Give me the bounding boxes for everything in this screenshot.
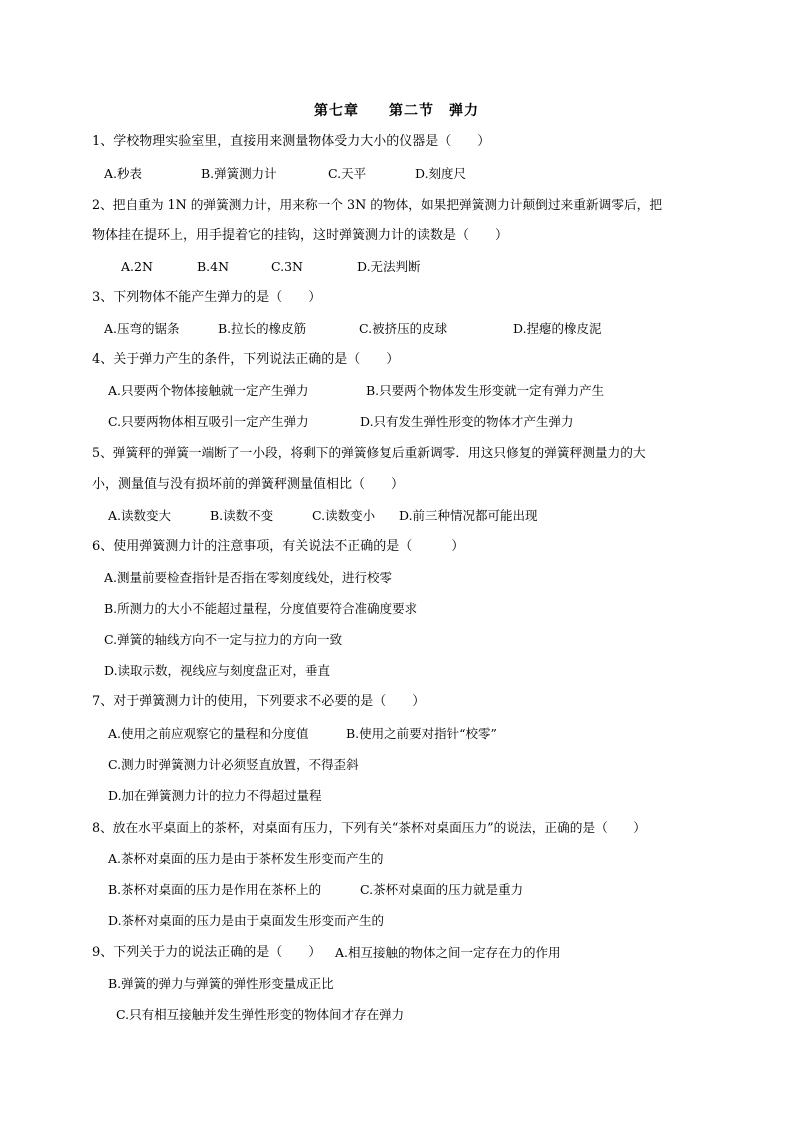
question-5-stem-line-1: 5、弹簧秤的弹簧一端断了一小段，将剩下的弹簧修复后重新调零．用这只修复的弹簧秤测量力的大 [92, 445, 646, 460]
question-7-stem: 7、对于弹簧测力计的使用，下列要求不必要的是（ ） [92, 694, 426, 709]
question-9-option-a: A.相互接触的物体之间一定存在力的作用 [335, 945, 561, 960]
question-9-option-c: C.只有相互接触并发生弹性形变的物体间才存在弹力 [116, 1007, 405, 1022]
question-2-stem-line-2: 物体挂在提环上，用手提着它的挂钩，这时弹簧测力计的读数是（ ） [92, 228, 509, 243]
question-4-option-a: A.只要两个物体接触就一定产生弹力 [108, 383, 309, 398]
question-5-option-a: A.读数变大 [108, 508, 172, 523]
question-2-option-a: A.2N [121, 259, 153, 274]
question-9-stem: 9、下列关于力的说法正确的是（ ） [92, 945, 322, 960]
question-6-option-b: B.所测力的大小不能超过量程，分度值要符合准确度要求 [104, 601, 418, 616]
question-4-option-c: C.只要两物体相互吸引一定产生弹力 [108, 414, 309, 429]
question-8-option-a: A.茶杯对桌面的压力是由于茶杯发生形变而产生的 [108, 851, 384, 866]
question-2-option-d: D.无法判断 [357, 259, 421, 274]
question-4-stem: 4、关于弹力产生的条件，下列说法正确的是（ ） [92, 352, 400, 367]
question-7-option-d: D.加在弹簧测力计的拉力不得超过量程 [108, 788, 322, 803]
question-9-option-b: B.弹簧的弹力与弹簧的弹性形变量成正比 [108, 976, 334, 991]
question-5-stem-line-2: 小，测量值与没有损坏前的弹簧秤测量值相比（ ） [92, 477, 405, 492]
question-7-option-c: C.测力时弹簧测力计必须竖直放置，不得歪斜 [108, 757, 359, 772]
question-8-option-d: D.茶杯对桌面的压力是由于桌面发生形变而产生的 [108, 913, 385, 928]
question-2-option-c: C.3N [271, 259, 303, 274]
question-3-option-b: B.拉长的橡皮筋 [218, 321, 307, 336]
question-5-option-d: D.前三种情况都可能出现 [399, 508, 538, 523]
question-1-option-b: B.弹簧测力计 [201, 166, 277, 181]
question-5-option-b: B.读数不变 [210, 508, 274, 523]
question-1-option-d: D.刻度尺 [415, 166, 467, 181]
question-8-option-b: B.茶杯对桌面的压力是作用在茶杯上的 [108, 882, 322, 897]
question-3-option-c: C.被挤压的皮球 [359, 321, 448, 336]
question-5-option-c: C.读数变小 [312, 508, 376, 523]
question-6-option-d: D.读取示数，视线应与刻度盘正对，垂直 [104, 663, 331, 678]
question-6-option-a: A.测量前要检查指针是否指在零刻度线处，进行校零 [104, 570, 393, 585]
question-7-option-b: B.使用之前要对指针“校零” [346, 726, 497, 741]
question-8-stem: 8、放在水平桌面上的茶杯，对桌面有压力，下列有关“茶杯对桌面压力”的说法，正确的是（ ） [92, 820, 646, 835]
question-6-option-c: C.弹簧的轴线方向不一定与拉力的方向一致 [104, 632, 343, 647]
question-4-option-d: D.只有发生弹性形变的物体才产生弹力 [360, 414, 574, 429]
question-8-option-c: C.茶杯对桌面的压力就是重力 [360, 882, 524, 897]
question-1-option-c: C.天平 [328, 166, 367, 181]
question-3-option-a: A.压弯的锯条 [104, 321, 180, 336]
question-3-stem: 3、下列物体不能产生弹力的是（ ） [92, 290, 322, 305]
page-title: 第七章 第二节 弹力 [314, 103, 479, 119]
question-3-option-d: D.捏瘪的橡皮泥 [513, 321, 602, 336]
question-2-stem-line-1: 2、把自重为 1N 的弹簧测力计，用来称一个 3N 的物体，如果把弹簧测力计颠倒过来重新调零后，把 [92, 197, 663, 212]
question-7-option-a: A.使用之前应观察它的量程和分度值 [108, 726, 309, 741]
question-1-stem: 1、学校物理实验室里，直接用来测量物体受力大小的仪器是（ ） [92, 134, 491, 149]
question-1-option-a: A.秒表 [104, 166, 143, 181]
question-2-option-b: B.4N [197, 259, 230, 274]
question-6-stem: 6、使用弹簧测力计的注意事项，有关说法不正确的是（ ） [92, 539, 465, 554]
question-4-option-b: B.只要两个物体发生形变就一定有弹力产生 [366, 383, 605, 398]
